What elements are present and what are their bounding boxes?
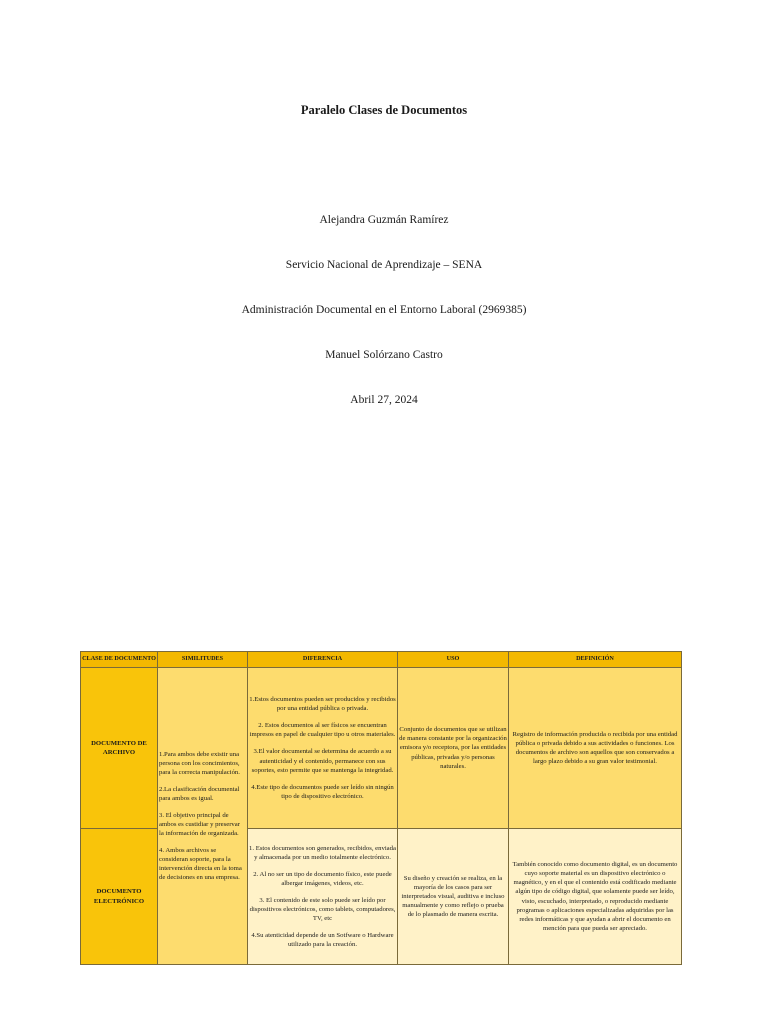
table-row [81, 668, 682, 829]
similitudes-cell [158, 668, 248, 965]
diferencia-electronico-1: 1. Estos documentos son generados, recibidos, enviada y almacenada por un medio totalmente electrónico. [249, 844, 396, 861]
document-date: Abril 27, 2024 [350, 394, 418, 406]
author-name: Alejandra Guzmán Ramírez [319, 214, 449, 226]
similitud-1: 1.Para ambos debe existir una persona con los concimientos, para la correcta manipulación. [159, 750, 240, 776]
header-definicion: DEFINICIÓN [509, 652, 682, 668]
header-clase: CLASE DE DOCUMENTO [81, 652, 158, 668]
similitud-3: 3. El objetivo principal de ambos es custidiar y preservar la información de organizada. [159, 811, 240, 838]
diferencia-archivo-2: 2. Estos documentos al ser físicos se encuentran impresos en papel de cualquier tipo u otros materiales. [249, 722, 396, 739]
definicion-archivo-cell: Registro de información producida o recibida por una entidad pública o privada debido a sus actividades o funciones. Los documentos de archivo son aquellos que son conservados a largo plazo debido a su gran valor testimonial. [509, 668, 682, 829]
diferencia-electronico-4: 4.Su atenticidad depende de un Sotfware o Hardware utilizado para la creación. [251, 932, 394, 949]
header-diferencia: DIFERENCIA [248, 652, 398, 668]
header-uso: USO [398, 652, 509, 668]
header-similitudes: SIMILITUDES [158, 652, 248, 668]
document-title: Paralelo Clases de Documentos [300, 103, 468, 117]
diferencia-electronico-2: 2. Al no ser un tipo de documento físico, este puede albergar imágenes, videos, etc. [253, 870, 392, 887]
uso-archivo-cell: Conjunto de documentos que se utilizan de manera constante por la organización emisora y/o receptora, por las entidades públicas, privadas y/o personas naturales. [398, 668, 509, 829]
diferencia-electronico-3: 3. El contenido de este solo puede ser leído por dispositivos electrónicos, como tablets, computadores, TV, etc [249, 896, 396, 923]
uso-electronico-cell: Su diseño y creación se realiza, en la mayoría de los casos para ser interpretados visual, auditiva e incluso manualmente y como reflejo o prueba de lo plasmado de manera escrita. [398, 829, 509, 965]
row-label-electronico: DOCUMENTO ELECTRÓNICO [81, 829, 158, 965]
similitud-2: 2.La clasificación documental para ambos es igual. [159, 785, 240, 802]
instructor-name: Manuel Solórzano Castro [325, 349, 443, 361]
table-header-row [81, 652, 682, 668]
institution-name: Servicio Nacional de Aprendizaje – SENA [285, 259, 483, 271]
row-label-archivo: DOCUMENTO DE ARCHIVO [81, 668, 158, 829]
similitud-4: 4. Ambos archivos se consideran soporte, para la intervención directa en la toma de decisiones en una empresa. [159, 847, 242, 882]
comparison-table [80, 651, 682, 965]
definicion-electronico-cell: También conocido como documento digital, es un documento cuyo soporte material es un dispositivo electrónico o magnético, y en el que el contenido está codificado mediante algún tipo de código digital, que solamente puede ser leído, visto, escuchado, interpretado, o reproducido mediante programas o aplicaciones especializadas adquiridas por las redes informáticas y que ayudan a abrir el documento en mención para que pueda ser apreciado. [509, 829, 682, 965]
diferencia-archivo-cell [248, 668, 398, 829]
course-name: Administración Documental en el Entorno Laboral (2969385) [241, 304, 527, 316]
diferencia-archivo-3: 3.El valor documental se determina de acuerdo a su autenticidad y el contenido, permanece con sus soportes, esto permite que se mantenga la integridad. [251, 748, 394, 774]
diferencia-archivo-4: 4.Este tipo de documentos puede ser leído sin ningún tipo de dispositivo electrónico. [251, 783, 394, 800]
diferencia-archivo-1: 1.Estos documentos pueden ser producidos y recibidos por una entidad pública o privada. [249, 696, 396, 713]
diferencia-electronico-cell [248, 829, 398, 965]
